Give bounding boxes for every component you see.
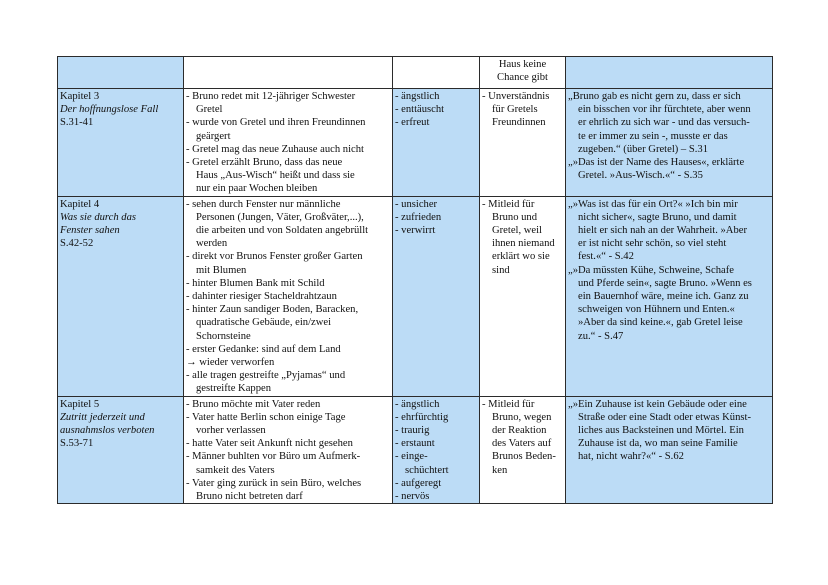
events-line: - dahinter riesiger Stacheldrahtzaun [186,291,337,303]
quotes-line: fest.«“ - S.42 [578,251,634,263]
chapter-subtitle: Zutritt jederzeit und [60,411,145,423]
reaction-line: - Mitleid für [482,398,535,410]
cell-chapter [58,396,184,504]
reaction-line: - Mitleid für [482,198,535,210]
feelings-line: - zufrieden [395,211,442,223]
quotes-line: „»Ein Zuhause ist kein Gebäude oder eine [568,398,747,410]
quotes-line: liches aus Backsteinen und Mörtel. Ein [578,425,744,437]
cell-events [184,89,393,197]
chapter-pages: S.31-41 [60,117,94,129]
reaction-line: Brunos Beden- [492,451,556,463]
feelings-line: - verwirrt [395,225,436,237]
cell-feelings [393,396,480,504]
events-line: - wurde von Gretel und ihren Freundinnen [186,117,366,129]
events-line: - alle tragen gestreifte „Pyjamas“ und [186,370,346,382]
chapter-title: Kapitel 5 [60,398,100,410]
cell-reaction [480,57,566,89]
reaction-line: ihnen niemand [492,238,555,250]
feelings-line: - erfreut [395,117,430,129]
feelings-line: - ängstlich [395,91,440,102]
events-line: nur ein paar Wochen bleiben [196,183,318,195]
feelings-line: - unsicher [395,198,438,210]
quotes-line: er ehrlich zu sich war - und das versuch- [578,117,750,129]
cell-events [184,57,393,89]
cell-chapter [58,196,184,396]
cell-feelings [393,196,480,396]
reaction-line: - Unverständnis [482,91,550,102]
feelings-line: - nervös [395,491,430,503]
quotes-line: »Aber da sind keine.«, gab Gretel leise [578,317,743,329]
cell-events [184,196,393,396]
events-line: - hinter Zaun sandiger Boden, Baracken, [186,304,359,316]
feelings-line: - ehrfürchtig [395,411,449,423]
reaction-line: Gretel, weil [492,225,543,237]
cell-feelings [393,57,480,89]
feelings-line: - aufgeregt [395,477,442,489]
events-line: Schornsteine [196,330,251,342]
reaction-line: des Vaters auf [492,438,552,450]
cell-quotes [566,89,773,197]
events-line: quadratische Gebäude, ein/zwei [196,317,332,329]
feelings-line: - traurig [395,425,430,437]
events-line: - Vater hatte Berlin schon einige Tage [186,411,346,423]
reaction-line: ken [492,464,508,476]
cell-chapter [58,57,184,89]
quotes-line: „»Das ist der Name des Hauses«, erklärte [568,157,745,169]
reaction-line: erklärt wo sie [492,251,550,263]
events-line: - Bruno redet mit 12-jähriger Schwester [186,91,356,102]
feelings-line: - einge- [395,451,428,463]
events-line: - hinter Blumen Bank mit Schild [186,277,325,289]
chapter-subtitle: Der hoffnungslose Fall [60,104,159,116]
table-row [58,196,773,396]
reaction-line: für Gretels [492,104,538,116]
quotes-line: „»Was ist das für ein Ort?« »Ich bin mir [568,198,738,210]
cell-chapter [58,89,184,197]
chapter-subtitle: ausnahmslos verboten [60,425,155,437]
quotes-line: hat, nicht wahr?«“ - S.62 [578,451,684,463]
events-line: werden [196,238,228,250]
feelings-line: - erstaunt [395,438,435,450]
table-row [58,396,773,504]
feelings-line: - enttäuscht [395,104,445,116]
cell-reaction [480,196,566,396]
quotes-line: Gretel. »Aus-Wisch.«“ - S.35 [578,170,703,182]
quotes-line: schweigen von Hühnern und Enten.« [578,304,735,316]
reaction-line: Freundinnen [492,117,546,129]
events-line: - erster Gedanke: sind auf dem Land [186,343,341,355]
quotes-line: Straße oder eine Stadt oder etwas Künst- [578,411,751,423]
quotes-line: „Bruno gab es nicht gern zu, dass er sich [568,91,741,102]
events-line: → wieder verworfen [186,357,275,369]
chapter-pages: S.53-71 [60,438,94,450]
events-line: - Gretel mag das neue Zuhause auch nicht [186,143,364,155]
feelings-line: - ängstlich [395,398,440,410]
quotes-line: zu.“ - S.47 [578,330,624,342]
quotes-line: ein Bauernhof wäre, meine ich. Ganz zu [578,291,749,303]
cell-quotes [566,57,773,89]
events-line: - Männer buhlten vor Büro um Aufmerk- [186,451,361,463]
quotes-line: er ist nicht sehr schön, so viel steht [578,238,727,250]
table-row [58,89,773,197]
chapter-subtitle: Fenster sahen [60,225,120,237]
quotes-line: nicht sicher«, sagte Bruno, und damit [578,211,737,223]
cell-quotes [566,396,773,504]
events-line: Bruno nicht betreten darf [196,491,303,503]
reaction-line: der Reaktion [492,425,547,437]
chapter-summary-table [57,56,773,504]
events-line: - direkt vor Brunos Fenster großer Garten [186,251,363,263]
table-body [58,57,773,504]
events-line: - Gretel erzählt Bruno, dass das neue [186,157,343,169]
table-row-continuation [58,57,773,89]
events-line: vorher verlassen [196,425,266,437]
cell-events [184,396,393,504]
reaction-line: sind [492,264,510,276]
cell-feelings [393,89,480,197]
chapter-pages: S.42-52 [60,238,94,250]
chapter-title: Kapitel 4 [60,198,100,210]
events-line: die arbeiten und von Soldaten angebrüllt [196,225,369,237]
quotes-line: zugeben.“ (über Gretel) – S.31 [578,143,709,155]
quotes-line: „»Da müssten Kühe, Schweine, Schafe [568,264,734,276]
events-line: - sehen durch Fenster nur männliche [186,198,341,210]
quotes-line: hielt er sich nah an der Wahrheit. »Aber [578,225,747,237]
quotes-line: te er immer zu sein -, musste er das [578,130,728,142]
events-line: gestreifte Kappen [196,383,272,395]
reaction-line: Chance gibt [497,72,548,84]
events-line: Gretel [196,104,223,116]
chapter-subtitle: Was sie durch das [60,211,137,223]
reaction-line: Bruno und [492,211,538,223]
quotes-line: ein bisschen vor ihr fürchtete, aber wenn [578,104,751,116]
events-line: geärgert [196,130,231,142]
events-line: - Vater ging zurück in sein Büro, welches [186,477,362,489]
chapter-title: Kapitel 3 [60,91,100,102]
cell-quotes [566,196,773,396]
feelings-line: schüchtert [405,464,449,476]
events-line: Personen (Jungen, Väter, Großväter,...), [196,211,364,223]
events-line: mit Blumen [196,264,247,276]
reaction-line: Bruno, wegen [492,411,552,423]
quotes-line: Zuhause ist da, wo man seine Familie [578,438,738,450]
events-line: - Bruno möchte mit Vater reden [186,398,321,410]
events-line: samkeit des Vaters [196,464,275,476]
events-line: Haus „Aus-Wisch“ heißt und dass sie [196,170,355,182]
quotes-line: und Pferde sein«, sagte Bruno. »Wenn es [578,277,752,289]
cell-reaction [480,396,566,504]
reaction-line: Haus keine [498,59,547,70]
cell-reaction [480,89,566,197]
events-line: - hatte Vater seit Ankunft nicht gesehen [186,438,353,450]
